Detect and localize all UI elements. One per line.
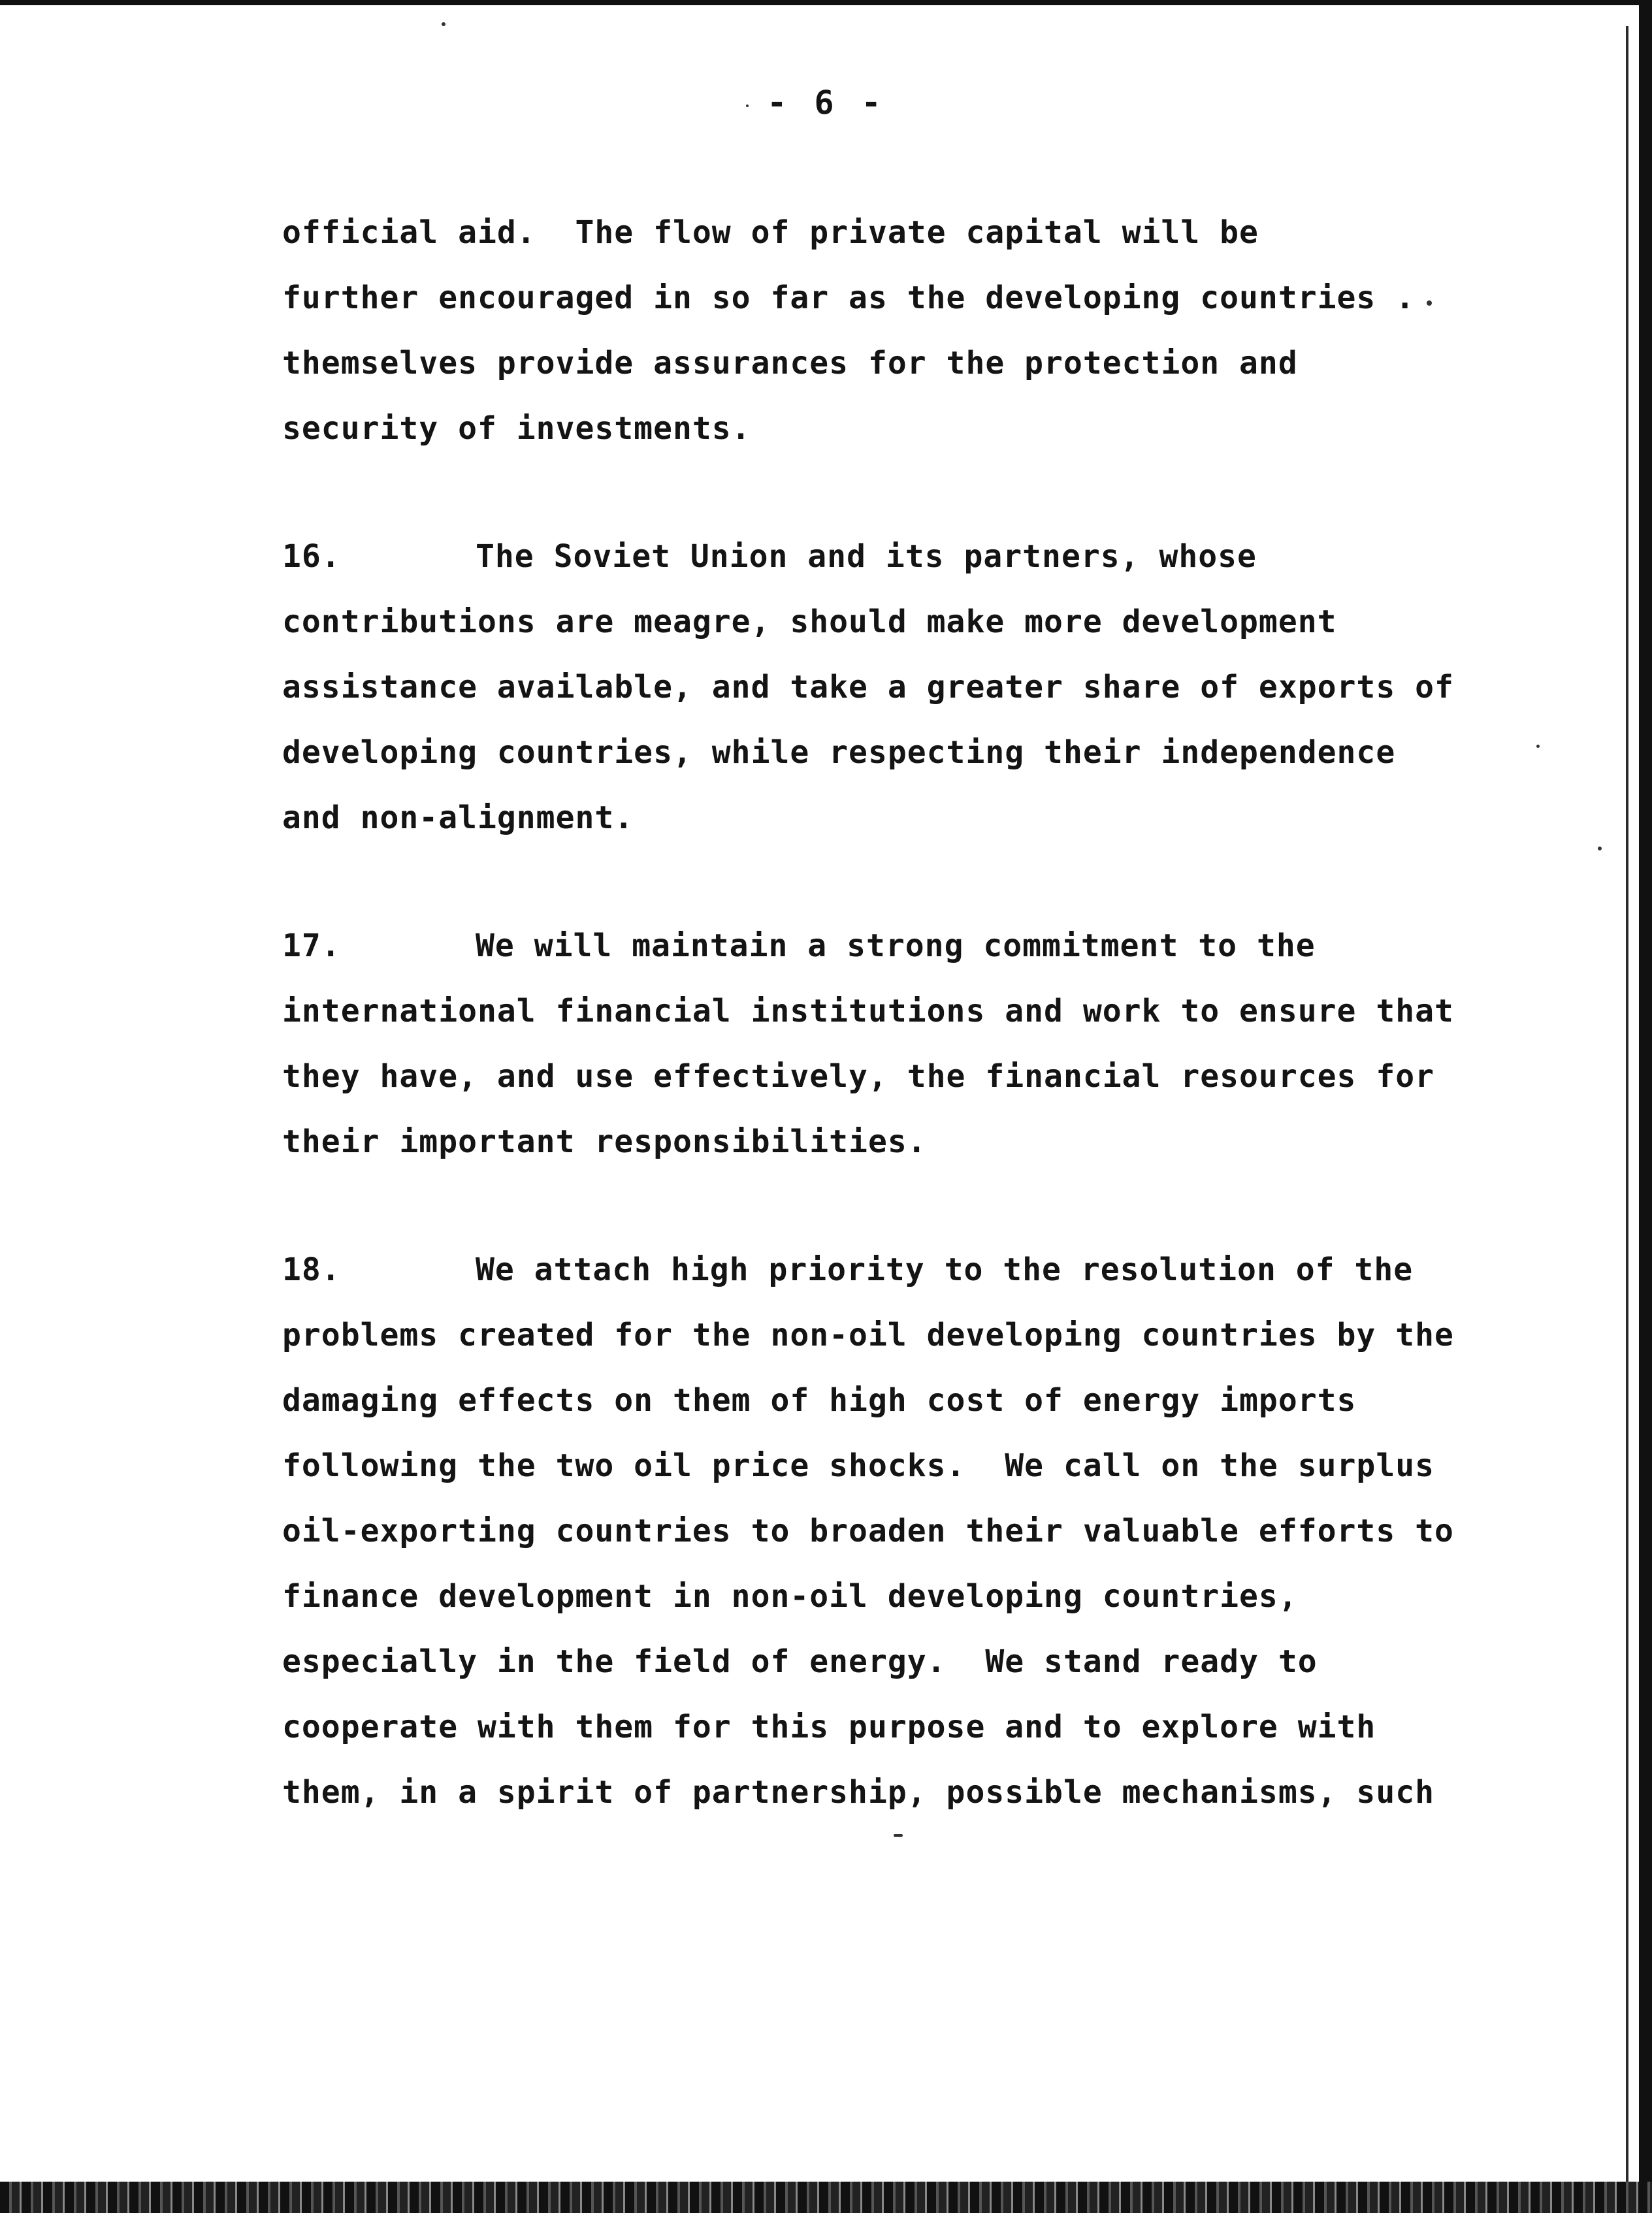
scan-speck [1536, 745, 1540, 748]
text-line: themselves provide assurances for the protection and [282, 345, 1298, 381]
text-line: contributions are meagre, should make more development [282, 604, 1337, 640]
scan-edge-line [1626, 26, 1628, 2182]
text-line: especially in the field of energy. We stand ready to [282, 1643, 1318, 1680]
scan-edge-right [1639, 0, 1652, 2213]
text-line: further encouraged in so far as the developing countries . [282, 280, 1416, 316]
text-line: following the two oil price shocks. We call on the surplus [282, 1447, 1435, 1484]
text-line: problems created for the non-oil developing countries by the [282, 1317, 1454, 1353]
text-line: official aid. The flow of private capital will be [282, 214, 1259, 251]
text-line: damaging effects on them of high cost of energy imports [282, 1382, 1357, 1419]
page-number: - 6 - [767, 84, 885, 121]
scan-edge-bottom [0, 2182, 1652, 2213]
text-line: We will maintain a strong commitment to the [476, 928, 1316, 964]
paragraph-number: 17. [282, 928, 341, 964]
text-line: developing countries, while respecting their independence [282, 734, 1396, 771]
paragraph-number: 18. [282, 1252, 341, 1288]
text-line: they have, and use effectively, the financial resources for [282, 1058, 1435, 1095]
text-line: and non-alignment. [282, 800, 634, 836]
paragraph-18 [282, 1237, 1484, 1825]
text-line: cooperate with them for this purpose and to explore with [282, 1709, 1376, 1745]
scan-speck [1598, 847, 1602, 850]
text-line: The Soviet Union and its partners, whose [476, 538, 1257, 575]
text-line: international financial institutions and work to ensure that [282, 993, 1454, 1029]
scan-speck [442, 22, 445, 26]
intro-paragraph [282, 200, 1484, 461]
text-line: oil-exporting countries to broaden their valuable efforts to [282, 1513, 1454, 1549]
text-line: security of investments. [282, 410, 751, 447]
text-line: their important responsibilities. [282, 1123, 927, 1160]
paragraph-number: 16. [282, 538, 341, 575]
text-line: finance development in non-oil developing countries, [282, 1578, 1298, 1615]
text-line: We attach high priority to the resolution of the [476, 1252, 1414, 1288]
scan-edge-top [0, 0, 1652, 5]
paragraph-17 [282, 913, 1484, 1174]
document-body [282, 200, 1484, 1825]
paragraph-16 [282, 524, 1484, 850]
text-line: them, in a spirit of partnership, possible mechanisms, such [282, 1774, 1435, 1811]
text-line: assistance available, and take a greater share of exports of [282, 669, 1454, 705]
scan-speck [894, 1834, 903, 1837]
